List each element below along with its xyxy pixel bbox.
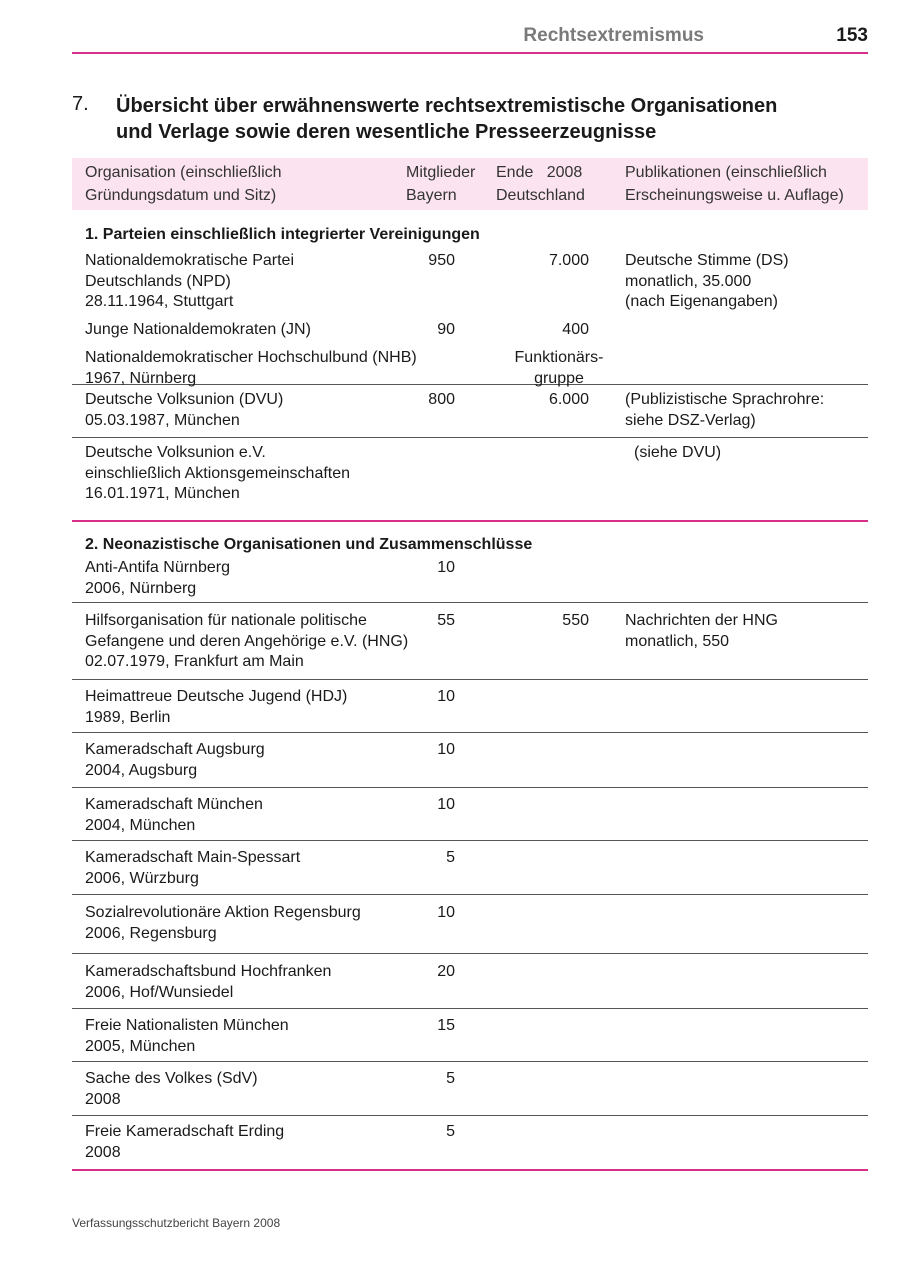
table-row	[72, 556, 868, 603]
organisation-line: Kameradschaft Main-Spessart	[85, 849, 301, 866]
cell-members-bayern: 5	[446, 849, 455, 866]
organisation-line: Kameradschaft Augsburg	[85, 741, 265, 758]
col-publications	[625, 161, 868, 207]
cell-publications	[625, 611, 868, 652]
organisation-line: Freie Nationalisten München	[85, 1017, 289, 1034]
table-header	[72, 158, 868, 210]
cell-publications	[625, 390, 868, 431]
organisation-line: Gefangene und deren Angehörige e.V. (HNG)	[85, 632, 409, 650]
cell-members-bayern: 90	[437, 321, 455, 338]
publication-line: (siehe DVU)	[634, 444, 722, 461]
cell-organisation	[85, 1122, 425, 1163]
cell-members-bayern: 20	[437, 963, 455, 980]
page-footer: Verfassungsschutzbericht Bayern 2008	[72, 1216, 281, 1230]
deutschland-line: gruppe	[534, 369, 584, 387]
col-end-line1: Ende 2008	[496, 164, 583, 181]
organisation-line: 16.01.1971, München	[85, 485, 240, 502]
cell-members-deutschland	[492, 251, 589, 272]
table-row	[72, 895, 868, 954]
organisation-line: 2006, Regensburg	[85, 924, 217, 942]
section-title: Rechtsextremismus	[523, 25, 704, 46]
table-row	[72, 346, 868, 385]
cell-organisation	[85, 390, 425, 431]
col-organisation-line2: Gründungsdatum und Sitz)	[85, 187, 277, 204]
cell-publications	[634, 443, 868, 464]
cell-members-bayern: 10	[437, 904, 455, 921]
organisation-line: Sozialrevolutionäre Aktion Regensburg	[85, 904, 361, 921]
table-row	[72, 438, 868, 522]
cell-organisation	[85, 1016, 425, 1057]
table-row	[72, 788, 868, 841]
heading-line-2: und Verlage sowie deren wesentliche Presseerzeugnisse	[116, 121, 657, 143]
cell-members-deutschland	[492, 611, 589, 632]
publication-line: Nachrichten der HNG	[625, 612, 778, 629]
cell-members-deutschland	[509, 348, 609, 389]
table-row	[72, 680, 868, 733]
organisation-line: Anti-Antifa Nürnberg	[85, 559, 230, 576]
col-organisation-line1: Organisation (einschließlich	[85, 164, 282, 181]
deutschland-line: Funktionärs-	[514, 349, 604, 366]
organisation-line: Heimattreue Deutsche Jugend (HDJ)	[85, 688, 348, 705]
deutschland-line: 6.000	[548, 391, 589, 408]
col-members-bayern	[406, 161, 486, 207]
col-organisation	[85, 161, 395, 207]
publication-line: (Publizistische Sprachrohre:	[625, 391, 825, 408]
cell-organisation	[85, 320, 425, 341]
cell-organisation	[85, 611, 425, 673]
organisation-line: 2008	[85, 1143, 121, 1161]
cell-organisation	[85, 903, 425, 944]
col-publications-line2: Erscheinungsweise u. Auflage)	[625, 187, 844, 204]
cell-organisation	[85, 1069, 425, 1110]
cell-organisation	[85, 795, 425, 836]
cell-members-bayern: 10	[437, 741, 455, 758]
cell-organisation	[85, 962, 425, 1003]
organisation-line: 05.03.1987, München	[85, 411, 240, 429]
publication-line: (nach Eigenangaben)	[625, 293, 779, 310]
page-header	[72, 22, 868, 54]
publication-line: siehe DSZ-Verlag)	[625, 411, 756, 429]
col-end-line2: Deutschland	[496, 187, 585, 204]
organisation-line: Kameradschaft München	[85, 796, 263, 813]
cell-members-bayern: 10	[437, 559, 455, 576]
organisation-line: 02.07.1979, Frankfurt am Main	[85, 653, 304, 670]
cell-members-bayern: 5	[446, 1123, 455, 1140]
organisation-line: 2004, Augsburg	[85, 761, 198, 779]
cell-members-bayern: 5	[446, 1070, 455, 1087]
organisation-line: 1967, Nürnberg	[85, 369, 197, 387]
col-end-deutschland	[496, 161, 596, 207]
organisation-line: 1989, Berlin	[85, 708, 171, 726]
cell-members-bayern: 15	[437, 1017, 455, 1034]
deutschland-line: 400	[562, 321, 589, 338]
cell-organisation	[85, 251, 425, 313]
cell-organisation	[85, 848, 425, 889]
table-row	[72, 603, 868, 680]
cell-members-deutschland	[492, 390, 589, 411]
table-row	[72, 1062, 868, 1116]
table-row	[72, 733, 868, 788]
table-row	[72, 1009, 868, 1062]
cell-members-deutschland	[492, 320, 589, 341]
organisation-line: 2008	[85, 1090, 121, 1108]
publication-line: monatlich, 550	[625, 632, 730, 650]
organisation-line: Deutschlands (NPD)	[85, 272, 231, 290]
organisation-line: Deutsche Volksunion e.V.	[85, 444, 266, 461]
organisation-line: Freie Kameradschaft Erding	[85, 1123, 285, 1140]
organisation-line: 28.11.1964, Stuttgart	[85, 293, 234, 310]
category-title: 1. Parteien einschließlich integrierter Vereinigungen	[85, 226, 480, 243]
cell-members-bayern: 950	[428, 252, 455, 269]
cell-organisation	[85, 740, 425, 781]
organisation-line: Sache des Volkes (SdV)	[85, 1070, 258, 1087]
col-members-line1: Mitglieder	[406, 164, 476, 181]
heading-title	[116, 93, 856, 145]
cell-members-bayern: 10	[437, 688, 455, 705]
organisation-line: 2006, Hof/Wunsiedel	[85, 983, 234, 1001]
cell-organisation	[85, 443, 425, 505]
cell-members-bayern: 800	[428, 391, 455, 408]
table-row	[72, 248, 868, 316]
organisation-line: einschließlich Aktionsgemeinschaften	[85, 464, 351, 482]
heading-line-1: Übersicht über erwähnenswerte rechtsextremistische Organisationen	[116, 95, 778, 117]
publication-line: Deutsche Stimme (DS)	[625, 252, 789, 269]
organisation-line: 2005, München	[85, 1037, 196, 1055]
table-row	[72, 954, 868, 1009]
organisation-line: Junge Nationaldemokraten (JN)	[85, 321, 311, 338]
table-row	[72, 841, 868, 895]
organisations-table	[72, 158, 868, 1171]
organisation-line: 2006, Würzburg	[85, 869, 199, 887]
organisation-line: Hilfsorganisation für nationale politische	[85, 612, 367, 629]
cell-organisation	[85, 687, 425, 728]
deutschland-line: 550	[562, 612, 589, 629]
table-body	[72, 210, 868, 1171]
organisation-line: Nationaldemokratischer Hochschulbund (NHB)	[85, 349, 417, 366]
cell-organisation	[85, 348, 425, 389]
organisation-line: Nationaldemokratische Partei	[85, 252, 294, 269]
table-row	[72, 316, 868, 346]
page-number: 153	[836, 25, 868, 46]
organisation-line: 2006, Nürnberg	[85, 579, 197, 597]
category-title: 2. Neonazistische Organisationen und Zusammenschlüsse	[85, 536, 533, 553]
col-publications-line1: Publikationen (einschließlich	[625, 164, 827, 181]
cell-members-bayern: 55	[437, 612, 455, 629]
cell-publications	[625, 251, 868, 313]
table-row	[72, 1116, 868, 1171]
heading-number: 7.	[72, 93, 89, 115]
cell-organisation	[85, 558, 425, 599]
publication-line: monatlich, 35.000	[625, 272, 752, 290]
organisation-line: Deutsche Volksunion (DVU)	[85, 391, 284, 408]
organisation-line: 2004, München	[85, 816, 196, 834]
organisation-line: Kameradschaftsbund Hochfranken	[85, 963, 332, 980]
cell-members-bayern: 10	[437, 796, 455, 813]
deutschland-line: 7.000	[548, 252, 589, 269]
table-row	[72, 385, 868, 438]
col-members-line2: Bayern	[406, 187, 457, 204]
